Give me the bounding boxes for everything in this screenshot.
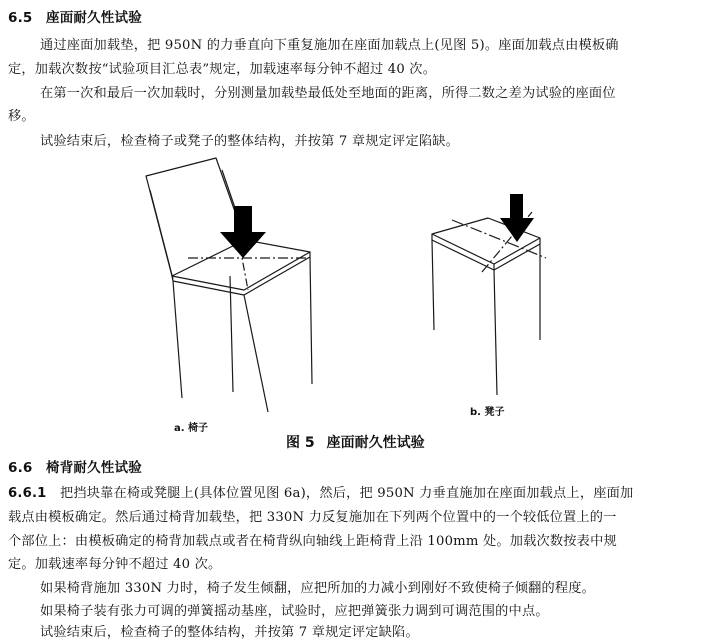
paragraph-line: 如果椅背施加 330N 力时，椅子发生倾翻，应把所加的力减小到刚好不致使椅子倾翻的程度。 [40, 581, 596, 596]
clause-number: 6.6.1 [8, 486, 47, 501]
paragraph-line: 试验结束后，检查椅子的整体结构，并按第 7 章规定评定缺陷。 [40, 625, 419, 640]
figure-5-title [286, 432, 425, 452]
section-title: 椅背耐久性试验 [46, 460, 142, 476]
paragraph-line: 定，加载次数按“试验项目汇总表”规定，加载速率每分钟不超过 40 次。 [8, 62, 437, 77]
paragraph-line: 试验结束后，检查椅子或凳子的整体结构，并按第 7 章规定评定陷缺。 [40, 134, 459, 149]
chair-drawing [146, 158, 312, 412]
paragraph-line: 在第一次和最后一次加载时，分别测量加载垫最低处至地面的距离，所得二数之差为试验的座面位 [40, 86, 616, 101]
chair-load-arrow-icon [220, 206, 266, 258]
figure-5a-caption: a. 椅子 [174, 423, 209, 434]
figure-number: 图 5 [286, 435, 315, 451]
stool-drawing [432, 212, 546, 395]
paragraph-line: 载点由模板确定。然后通过椅背加载垫，把 330N 力反复施加在下列两个位置中的一个较低位置上的一 [8, 510, 617, 525]
paragraph-line: 定。加载速率每分钟不超过 40 次。 [8, 557, 222, 572]
paragraph-line: 移。 [8, 109, 35, 124]
stool-load-arrow-icon [500, 194, 534, 242]
section-6-6-1-line [8, 484, 713, 504]
section-title: 座面耐久性试验 [46, 10, 142, 26]
figure-caption-text: 座面耐久性试验 [326, 435, 425, 451]
section-number: 6.5 [8, 10, 33, 26]
paragraph-text: 把挡块靠在椅或凳腿上(具体位置见图 6a)，然后，把 950N 力垂直施加在座面加载点上，座面加 [60, 486, 634, 501]
section-6-6-heading [8, 458, 713, 478]
paragraph-line: 通过座面加载垫，把 950N 的力垂直向下重复施加在座面加载点上(见图 5)。座面加载点由模板确 [40, 38, 619, 53]
section-6-5-heading [8, 8, 713, 28]
section-number: 6.6 [8, 460, 33, 476]
paragraph-line: 如果椅子装有张力可调的弹簧摇动基座，试验时，应把弹簧张力调到可调范围的中点。 [40, 604, 549, 619]
figure-5b-caption: b. 凳子 [470, 407, 505, 418]
paragraph-line: 个部位上：由模板确定的椅背加载点或者在椅背纵向轴线上距椅背上沿 100mm 处。加载次数按表中规 [8, 534, 617, 549]
